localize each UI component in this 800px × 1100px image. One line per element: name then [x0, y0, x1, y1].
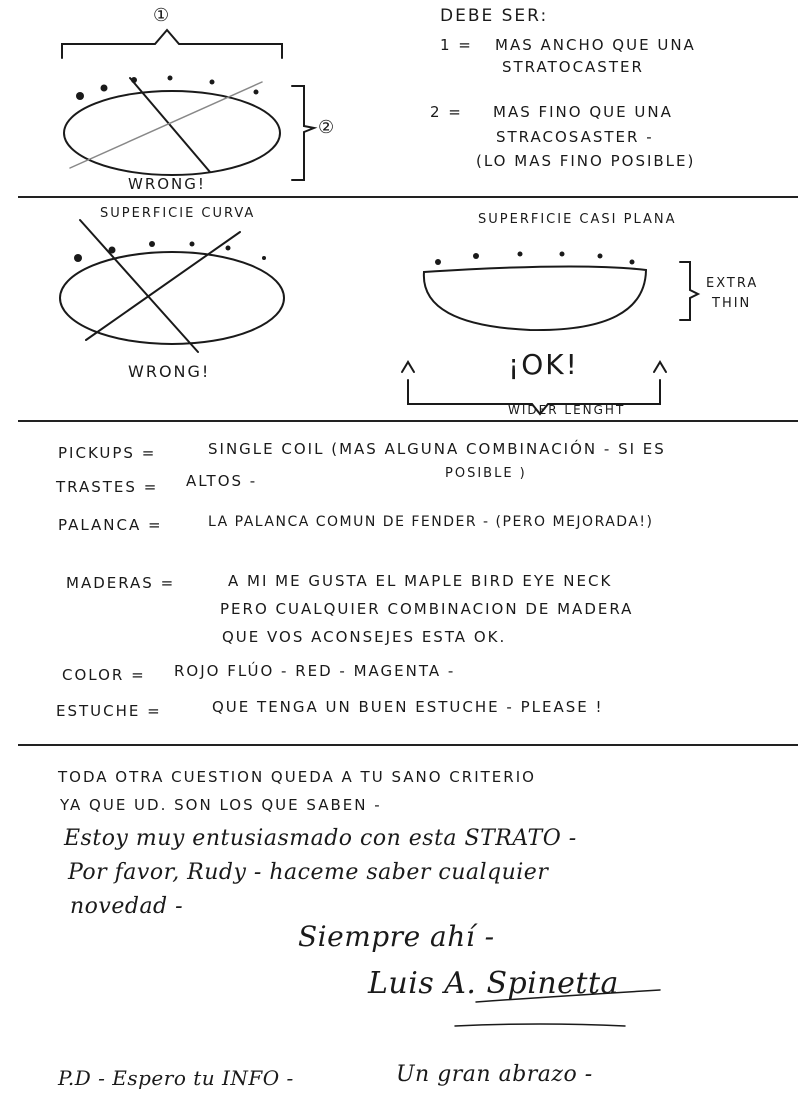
extra-label: EXTRA [706, 276, 759, 291]
divider-1 [18, 196, 798, 198]
top-wrong: WRONG! [128, 175, 206, 193]
req2-line2: STRACOSASTER - [496, 128, 654, 146]
divider-3 [18, 744, 798, 746]
thin-label: THIN [712, 296, 752, 311]
label-one: ① [153, 5, 172, 26]
arrow-up-left-icon [402, 362, 414, 372]
closing-line-1: TODA OTRA CUESTION QUEDA A TU SANO CRITERIO [58, 768, 536, 786]
closing-cursive-1: Estoy muy entusiasmado con esta STRATO - [64, 826, 577, 851]
extra-thin-bracket [680, 262, 698, 320]
closing-pd: P.D - Espero tu INFO - [58, 1066, 294, 1090]
neck-profile-flat [424, 266, 646, 330]
req1-line1: MAS ANCHO QUE UNA [495, 36, 696, 54]
spec-value-pickups: SINGLE COIL (MAS ALGUNA COMBINACIÓN - SI ES [208, 440, 666, 458]
mid-wrong: WRONG! [128, 362, 211, 381]
arrow-up-right-icon [654, 362, 666, 372]
spec-key-color: COLOR = [62, 666, 146, 684]
spec-key-maderas: MADERAS = [66, 574, 176, 592]
debe-ser-heading: DEBE SER: [440, 6, 549, 26]
curved-surface-caption: SUPERFICIE CURVA [100, 206, 256, 221]
closing-cursive-2: Por favor, Rudy - haceme saber cualquier [68, 860, 549, 885]
spec-key-pickups: PICKUPS = [58, 444, 157, 462]
req2-line1: MAS FINO QUE UNA [493, 103, 673, 121]
spec-key-estuche: ESTUCHE = [56, 702, 162, 720]
ok-label: ¡OK! [508, 348, 579, 381]
spec-value-maderas-3: QUE VOS ACONSEJES ESTA OK. [222, 628, 507, 646]
width-bracket [62, 30, 282, 58]
spec-value-maderas-2: PERO CUALQUIER COMBINACION DE MADERA [220, 600, 634, 618]
spec-value-estuche: QUE TENGA UN BUEN ESTUCHE - PLEASE ! [212, 698, 604, 716]
divider-2 [18, 420, 798, 422]
spec-value-pickups-cont: POSIBLE ) [445, 466, 527, 481]
cross-line-b [70, 82, 262, 168]
signature: Luis A. Spinetta [368, 966, 619, 1001]
wider-length-label: WIDER LENGHT [508, 403, 626, 417]
signature-underline-2 [455, 1024, 625, 1026]
closing-abrazo: Un gran abrazo - [396, 1062, 593, 1087]
req2-num: 2 = [430, 103, 463, 121]
closing-line-2: YA QUE UD. SON LOS QUE SABEN - [60, 796, 382, 814]
req1-num: 1 = [440, 36, 473, 54]
req2-line3: (LO MAS FINO POSIBLE) [476, 152, 696, 170]
closing-cursive-3: novedad - [70, 894, 184, 919]
spec-key-palanca: PALANCA = [58, 516, 163, 534]
spec-value-palanca: LA PALANCA COMUN DE FENDER - (PERO MEJORADA!) [208, 514, 654, 530]
spec-value-color: ROJO FLÚO - RED - MAGENTA - [174, 662, 456, 680]
neck-profile-ellipse-curved [60, 252, 284, 344]
req1-line2: STRATOCASTER [502, 58, 644, 76]
thickness-bracket [292, 86, 314, 180]
flat-surface-caption: SUPERFICIE CASI PLANA [478, 212, 677, 227]
label-two: ② [318, 117, 337, 138]
spec-key-trastes: TRASTES = [56, 478, 159, 496]
spec-value-maderas-1: A MI ME GUSTA EL MAPLE BIRD EYE NECK [228, 572, 613, 590]
neck-profile-ellipse-top [64, 91, 280, 175]
spec-value-trastes: ALTOS - [186, 472, 258, 490]
closing-siempre: Siempre ahí - [298, 920, 495, 953]
